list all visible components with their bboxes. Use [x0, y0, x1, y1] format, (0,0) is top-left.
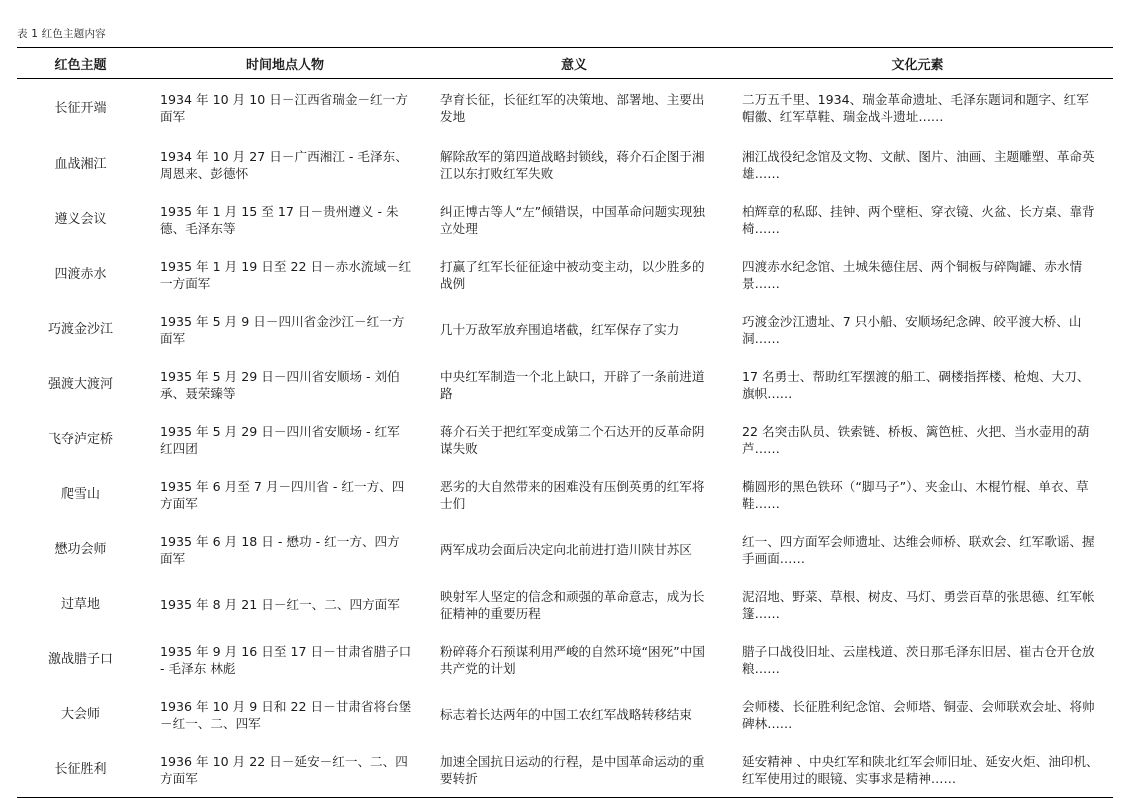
time-place-person-cell: 1935 年 8 月 21 日－红一、二、四方面军 [160, 597, 400, 612]
meaning-cell: 孕育长征，长征红军的决策地、部署地、主要出发地 [440, 92, 705, 124]
culture-elements-cell: 椭圆形的黑色铁环（“脚马子”）、夹金山、木棍竹棍、单衣、草鞋…… [742, 478, 1089, 511]
time-place-person-cell: 1935 年 1 月 15 至 17 日－贵州遵义 - 朱德、毛泽东等 [160, 203, 399, 236]
theme-cell: 遵义会议 [54, 212, 107, 227]
time-place-person-cell: 1935 年 5 月 29 日－四川省安顺场 - 红军红四团 [160, 423, 400, 456]
meaning-cell: 粉碎蒋介石预谋利用严峻的自然环境“困死”中国共产党的计划 [440, 643, 705, 676]
culture-elements-cell: 二万五千里、1934、瑞金革命遗址、毛泽东题词和题字、红军帽徽、红军草鞋、瑞金战斗遗址…… [742, 92, 1089, 124]
time-place-person-cell: 1935 年 5 月 9 日－四川省金沙江－红一方面军 [160, 313, 405, 346]
time-place-person-cell: 1934 年 10 月 10 日－江西省瑞金－红一方面军 [160, 92, 408, 124]
header-meaning: 意义 [426, 48, 722, 79]
theme-cell: 爬雪山 [60, 487, 100, 502]
table-row [17, 192, 1113, 247]
meaning-cell: 解除敌军的第四道战略封锁线，蒋介石企图于湘江以东打败红军失败 [440, 148, 705, 181]
culture-elements-cell: 延安精神 、中央红军和陕北红军会师旧址、延安火炬、油印机、红军使用过的眼镜、实事求是精神…… [742, 753, 1099, 786]
culture-elements-cell: 泥沼地、野菜、草根、树皮、马灯、勇尝百草的张思德、红军帐篷…… [742, 588, 1095, 621]
red-theme-table [17, 47, 1113, 798]
culture-elements-cell: 22 名突击队员、铁索链、桥板、篱笆桩、火把、当水壶用的葫芦…… [742, 423, 1090, 456]
table-caption: 表 1 红色主题内容 [17, 28, 106, 40]
time-place-person-cell: 1935 年 5 月 29 日－四川省安顺场 - 刘伯承、聂荣臻等 [160, 368, 400, 401]
theme-cell: 大会师 [60, 707, 100, 722]
meaning-cell: 映射军人坚定的信念和顽强的革命意志，成为长征精神的重要历程 [440, 588, 705, 621]
meaning-cell: 两军成功会面后决定向北前进打造川陕甘苏区 [440, 542, 692, 557]
table-row [17, 687, 1113, 742]
theme-cell: 懋功会师 [54, 542, 107, 557]
header-time: 时间地点人物 [144, 48, 426, 79]
time-place-person-cell: 1935 年 6 月至 7 月－四川省 - 红一方、四方面军 [160, 478, 405, 511]
culture-elements-cell: 腊子口战役旧址、云崖栈道、茨日那毛泽东旧居、崔古仓开仓放粮…… [742, 643, 1095, 676]
table-row [17, 79, 1113, 138]
meaning-cell: 蒋介石关于把红军变成第二个石达开的反革命阴谋失败 [440, 423, 705, 456]
theme-cell: 血战湘江 [54, 157, 107, 172]
meaning-cell: 恶劣的大自然带来的困难没有压倒英勇的红军将士们 [440, 478, 705, 511]
time-place-person-cell: 1935 年 9 月 16 日至 17 日－甘肃省腊子口 - 毛泽东 林彪 [160, 643, 412, 676]
theme-cell: 四渡赤水 [54, 267, 107, 282]
header-row [17, 48, 1113, 79]
table-header [17, 48, 1113, 79]
meaning-cell: 几十万敌军放弃围追堵截，红军保存了实力 [440, 322, 680, 337]
meaning-cell: 加速全国抗日运动的行程，是中国革命运动的重要转折 [440, 753, 705, 786]
theme-cell: 激战腊子口 [47, 652, 113, 667]
theme-cell: 飞夺泸定桥 [47, 432, 113, 447]
theme-cell: 长征开端 [54, 100, 107, 116]
meaning-cell: 中央红军制造一个北上缺口，开辟了一条前进道路 [440, 368, 705, 401]
table-row [17, 137, 1113, 192]
table-row [17, 302, 1113, 357]
theme-cell: 过草地 [60, 597, 100, 612]
culture-elements-cell: 四渡赤水纪念馆、土城朱德住居、两个铜板与碎陶罐、赤水情景…… [742, 258, 1083, 291]
table-row [17, 412, 1113, 467]
table-row [17, 742, 1113, 798]
culture-elements-cell: 湘江战役纪念馆及文物、文献、图片、油画、主题雕塑、革命英雄…… [742, 148, 1095, 181]
time-place-person-cell: 1934 年 10 月 27 日－广西湘江 - 毛泽东、周恩来、彭德怀 [160, 148, 408, 181]
header-culture: 文化元素 [722, 48, 1113, 79]
time-place-person-cell: 1935 年 6 月 18 日 - 懋功 - 红一方、四方面军 [160, 533, 400, 566]
meaning-cell: 标志着长达两年的中国工农红军战略转移结束 [440, 707, 692, 722]
culture-elements-cell: 会师楼、长征胜利纪念馆、会师塔、铜壶、会师联欢会址、将帅碑林…… [742, 698, 1095, 731]
culture-elements-cell: 柏辉章的私邸、挂钟、两个壁柜、穿衣镜、火盆、长方桌、靠背椅…… [742, 203, 1095, 236]
table-row [17, 247, 1113, 302]
table-row [17, 357, 1113, 412]
time-place-person-cell: 1936 年 10 月 22 日－延安－红一、二、四方面军 [160, 753, 408, 786]
theme-cell: 长征胜利 [54, 762, 107, 777]
time-place-person-cell: 1936 年 10 月 9 日和 22 日－甘肃省将台堡－红一、二、四军 [160, 698, 412, 731]
theme-cell: 强渡大渡河 [47, 377, 113, 392]
culture-elements-cell: 红一、四方面军会师遗址、达维会师桥、联欢会、红军歌谣、握手画面…… [742, 533, 1095, 566]
table-body [17, 79, 1113, 798]
header-theme: 红色主题 [17, 48, 144, 79]
culture-elements-cell: 巧渡金沙江遗址、7 只小船、安顺场纪念碑、皎平渡大桥、山洞…… [742, 313, 1082, 346]
table-row [17, 467, 1113, 522]
table-row [17, 577, 1113, 632]
table-row [17, 632, 1113, 687]
meaning-cell: 纠正博古等人“左”倾错误，中国革命问题实现独立处理 [440, 203, 705, 236]
theme-cell: 巧渡金沙江 [47, 322, 113, 337]
table-row [17, 522, 1113, 577]
culture-elements-cell: 17 名勇士、帮助红军摆渡的船工、碉楼指挥楼、枪炮、大刀、旗帜…… [742, 368, 1090, 401]
meaning-cell: 打赢了红军长征征途中被动变主动，以少胜多的战例 [440, 258, 705, 291]
time-place-person-cell: 1935 年 1 月 19 日至 22 日－赤水流域－红一方面军 [160, 258, 412, 291]
